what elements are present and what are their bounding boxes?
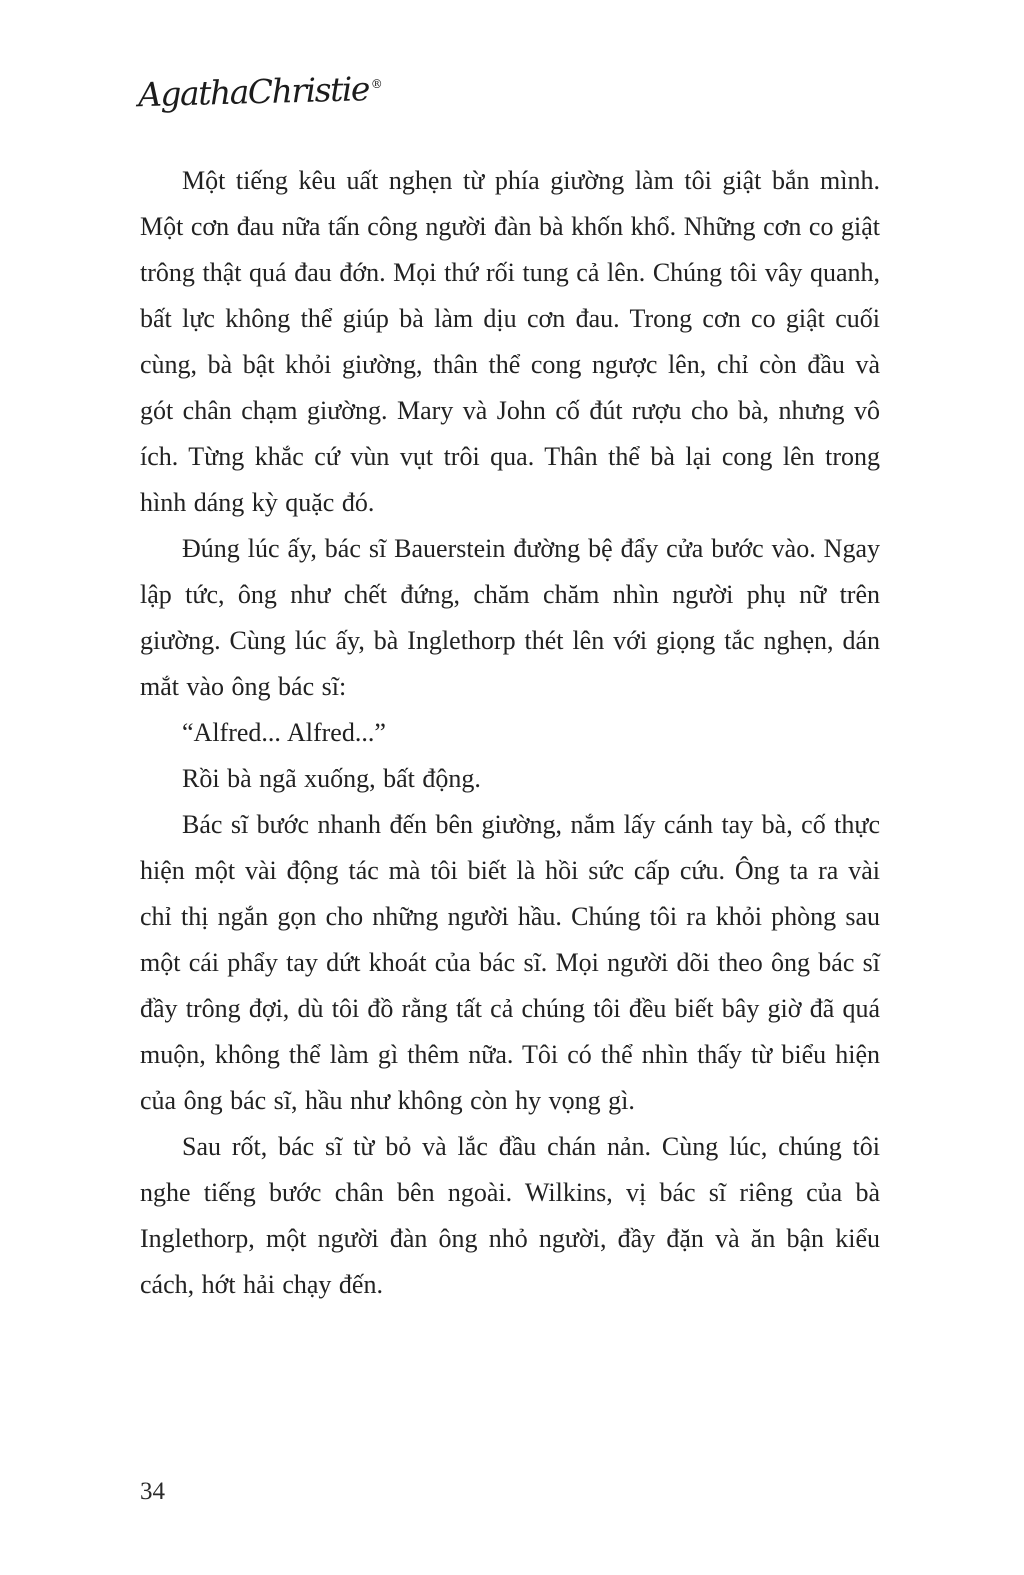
agatha-christie-logo: [138, 69, 384, 114]
page-number: 34: [140, 1478, 165, 1505]
paragraph: “Alfred... Alfred...”: [182, 718, 386, 747]
paragraph: Bác sĩ bước nhanh đến bên giường, nắm lấy cánh tay bà, cố thực hiện một vài động tác mà tôi biết là hồi sức cấp cứu. Ông ta ra vài chỉ thị ngắn gọn cho những người hầu. Chúng tôi ra khỏi phòng sau một cái phẩy tay dứt khoát của bác sĩ. Mọi người dõi theo ông bác sĩ đầy trông đợi, dù tôi đồ rằng tất cả chúng tôi đều biết bây giờ đã quá muộn, không thể làm gì thêm nữa. Tôi có thể nhìn thấy từ biểu hiện của ông bác sĩ, hầu như không còn hy vọng gì.: [140, 810, 880, 1115]
paragraph: Một tiếng kêu uất nghẹn từ phía giường làm tôi giật bắn mình. Một cơn đau nữa tấn công người đàn bà khốn khổ. Những cơn co giật trông thật quá đau đớn. Mọi thứ rối tung cả lên. Chúng tôi vây quanh, bất lực không thể giúp bà làm dịu cơn đau. Trong cơn co giật cuối cùng, bà bật khỏi giường, thân thể cong ngược lên, chỉ còn đầu và gót chân chạm giường. Mary và John cố đút rượu cho bà, nhưng vô ích. Từng khắc cứ vùn vụt trôi qua. Thân thể bà lại cong lên trong hình dáng kỳ quặc đó.: [140, 166, 880, 517]
logo-text: AgathaChristie: [137, 69, 370, 115]
paragraph: Đúng lúc ấy, bác sĩ Bauerstein đường bệ đẩy cửa bước vào. Ngay lập tức, ông như chết đứng, chăm chăm nhìn người phụ nữ trên giường. Cùng lúc ấy, bà Inglethorp thét lên với giọng tắc nghẹn, dán mắt vào ông bác sĩ:: [140, 534, 880, 701]
body-text: [140, 158, 880, 1308]
paragraph: Rồi bà ngã xuống, bất động.: [182, 764, 481, 793]
paragraph: Sau rốt, bác sĩ từ bỏ và lắc đầu chán nản. Cùng lúc, chúng tôi nghe tiếng bước chân bên ngoài. Wilkins, vị bác sĩ riêng của bà Inglethorp, một người đàn ông nhỏ người, đầy đặn và ăn bận kiểu cách, hớt hải chạy đến.: [140, 1132, 880, 1299]
registered-trademark-mark: ®: [370, 76, 383, 92]
